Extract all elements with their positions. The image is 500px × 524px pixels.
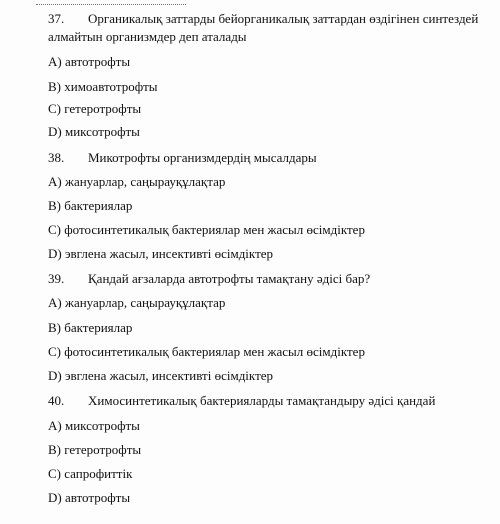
question-40 xyxy=(48,393,435,409)
option-b: B) гетеротрофты xyxy=(48,442,142,457)
question-number: 39. xyxy=(48,271,65,286)
option-b: B) бактериялар xyxy=(48,320,133,335)
option-c: C) гетеротрофты xyxy=(48,101,142,116)
question-number: 40. xyxy=(48,393,65,408)
option-d: D) эвглена жасыл, инсективті өсімдіктер xyxy=(48,368,274,383)
option-c: C) фотосинтетикалық бактериялар мен жасыл өсімдіктер xyxy=(48,344,365,359)
option-b: B) бактериялар xyxy=(48,198,133,213)
question-text: Микотрофты организмдердің мысалдары xyxy=(88,150,317,165)
option-a: A) миксотрофты xyxy=(48,418,140,433)
question-number: 38. xyxy=(48,150,65,165)
cropped-previous-line xyxy=(36,0,186,5)
question-number: 37. xyxy=(48,11,65,26)
question-38 xyxy=(48,150,317,166)
option-c: C) сапрофиттік xyxy=(48,466,133,481)
option-a: A) жануарлар, саңырауқұлақтар xyxy=(48,295,226,310)
option-a: A) жануарлар, саңырауқұлақтар xyxy=(48,174,226,189)
option-d: D) миксотрофты xyxy=(48,124,140,139)
option-d: D) эвглена жасыл, инсективті өсімдіктер xyxy=(48,246,274,261)
question-text: Органикалық заттарды бейорганикалық заттардан өздігінен синтездей xyxy=(88,11,479,26)
option-c: C) фотосинтетикалық бактериялар мен жасыл өсімдіктер xyxy=(48,222,365,237)
question-text: Қандай ағзаларда автотрофты тамақтану әдісі бар? xyxy=(88,271,371,286)
question-37-line1 xyxy=(48,10,488,28)
option-d: D) автотрофты xyxy=(48,490,131,505)
question-text: Химосинтетикалық бактерияларды тамақтандыру әдісі қандай xyxy=(88,393,436,408)
option-b: B) химоавтотрофты xyxy=(48,79,158,94)
option-a: A) автотрофты xyxy=(48,54,131,69)
question-37-line2: алмайтын организмдер деп аталады xyxy=(48,29,247,44)
question-37 xyxy=(48,10,488,46)
question-39 xyxy=(48,271,370,287)
